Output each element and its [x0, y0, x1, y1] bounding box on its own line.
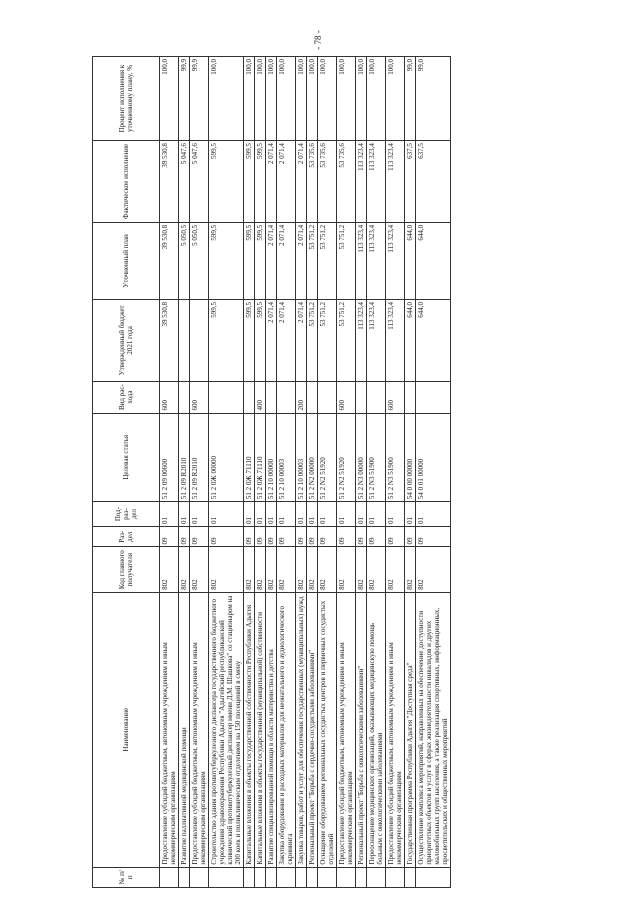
cell-section: 09 [277, 527, 296, 547]
cell-subsection: 01 [296, 502, 307, 527]
cell-num [356, 867, 367, 887]
cell-name: Капитальные вложения в объекты государственной (муниципальной) собственности [255, 592, 266, 867]
header-actual: Фактическое исполнение [93, 141, 160, 223]
cell-recipient-code: 802 [367, 547, 386, 592]
cell-section: 09 [405, 527, 416, 547]
cell-num [405, 867, 416, 887]
cell-num [255, 867, 266, 887]
cell-recipient-code: 802 [337, 547, 356, 592]
cell-num [190, 867, 209, 887]
cell-recipient-code: 802 [318, 547, 337, 592]
cell-subsection: 01 [209, 502, 244, 527]
cell-percent: 100,0 [356, 57, 367, 141]
cell-subsection: 01 [405, 502, 416, 527]
cell-actual: 113 323,4 [386, 141, 405, 223]
header-num: № п/п [93, 867, 160, 887]
cell-recipient-code: 802 [160, 547, 179, 592]
cell-target-article: 51 2 0Ж 71110 [244, 413, 255, 502]
cell-percent: 100,0 [160, 57, 179, 141]
cell-target-article: 51 2 0Ж 00000 [209, 413, 244, 502]
cell-num [160, 867, 179, 887]
cell-recipient-code: 802 [266, 547, 277, 592]
cell-section: 09 [296, 527, 307, 547]
cell-percent: 100,0 [244, 57, 255, 141]
cell-target-article: 51 2 10 00003 [277, 413, 296, 502]
cell-percent: 100,0 [255, 57, 266, 141]
header-section: Раз-дел [93, 527, 160, 547]
cell-recipient-code: 802 [356, 547, 367, 592]
cell-recipient-code: 802 [307, 547, 318, 592]
table-row [307, 57, 318, 888]
cell-approved-budget [190, 300, 209, 382]
document-frame [92, 56, 614, 888]
cell-revised-plan: 53 751,2 [307, 222, 318, 299]
cell-revised-plan: 2 071,4 [277, 222, 296, 299]
cell-actual: 53 735,6 [337, 141, 356, 223]
cell-percent: 100,0 [337, 57, 356, 141]
cell-name: Закупка товаров, работ и услуг для обеспечения государственных (муниципальных) нужд [296, 592, 307, 867]
cell-recipient-code: 802 [405, 547, 416, 592]
cell-target-article: 51 2 N2 51920 [337, 413, 356, 502]
cell-approved-budget: 644,0 [405, 300, 416, 382]
cell-expense-type: 600 [337, 381, 356, 413]
cell-subsection: 01 [160, 502, 179, 527]
header-expense-type: Вид рас-хода [93, 381, 160, 413]
cell-section: 09 [386, 527, 405, 547]
cell-revised-plan: 53 751,2 [337, 222, 356, 299]
cell-section: 09 [209, 527, 244, 547]
cell-name: Развитие паллиативной медицинской помощи [179, 592, 190, 867]
cell-num [266, 867, 277, 887]
cell-percent: 99,0 [416, 57, 451, 141]
cell-percent: 100,0 [209, 57, 244, 141]
cell-target-article: 51 2 0Ж 71110 [255, 413, 266, 502]
cell-expense-type [318, 381, 337, 413]
cell-actual: 113 323,4 [356, 141, 367, 223]
cell-recipient-code: 802 [277, 547, 296, 592]
cell-recipient-code: 802 [296, 547, 307, 592]
cell-num [416, 867, 451, 887]
cell-expense-type [277, 381, 296, 413]
cell-recipient-code: 802 [179, 547, 190, 592]
table-row [416, 57, 451, 888]
rotated-page [92, 56, 614, 888]
cell-name: Развитие специализированной помощи в области материнства и детства [266, 592, 277, 867]
cell-percent: 100,0 [386, 57, 405, 141]
cell-target-article: 54 0 01 00000 [416, 413, 451, 502]
cell-target-article: 51 2 N3 51900 [367, 413, 386, 502]
cell-expense-type: 600 [386, 381, 405, 413]
cell-recipient-code: 802 [255, 547, 266, 592]
cell-expense-type: 200 [296, 381, 307, 413]
cell-name: Капитальные вложения в объекты государственной собственности Республики Адыгея [244, 592, 255, 867]
header-recipient-code: Код главного получателя [93, 547, 160, 592]
header-subsection: Под-раз-дел [93, 502, 160, 527]
cell-revised-plan: 599,5 [244, 222, 255, 299]
cell-percent: 99,9 [190, 57, 209, 141]
cell-target-article: 51 2 09 R2010 [179, 413, 190, 502]
cell-revised-plan: 113 323,4 [386, 222, 405, 299]
cell-actual: 599,5 [244, 141, 255, 223]
cell-section: 09 [356, 527, 367, 547]
cell-expense-type [405, 381, 416, 413]
cell-expense-type [416, 381, 451, 413]
cell-section: 09 [367, 527, 386, 547]
cell-num [209, 867, 244, 887]
cell-recipient-code: 802 [190, 547, 209, 592]
cell-revised-plan: 5 050,5 [179, 222, 190, 299]
cell-revised-plan: 599,5 [255, 222, 266, 299]
table-row [405, 57, 416, 888]
cell-approved-budget: 599,5 [244, 300, 255, 382]
cell-actual: 39 530,8 [160, 141, 179, 223]
cell-section: 09 [255, 527, 266, 547]
cell-approved-budget: 39 530,8 [160, 300, 179, 382]
cell-subsection: 01 [416, 502, 451, 527]
cell-recipient-code: 802 [244, 547, 255, 592]
cell-num [307, 867, 318, 887]
cell-expense-type [209, 381, 244, 413]
table-body [160, 57, 451, 888]
cell-section: 09 [307, 527, 318, 547]
cell-section: 09 [179, 527, 190, 547]
table-row [337, 57, 356, 888]
cell-subsection: 01 [277, 502, 296, 527]
cell-target-article: 54 0 00 00000 [405, 413, 416, 502]
cell-name: Переоснащение медицинских организаций, оказывающих медицинскую помощь больным с онкологическими заболеваниями [367, 592, 386, 867]
cell-percent: 100,0 [266, 57, 277, 141]
cell-section: 09 [190, 527, 209, 547]
cell-percent: 100,0 [296, 57, 307, 141]
page-number: - 78 - [313, 30, 323, 50]
cell-revised-plan: 2 071,4 [266, 222, 277, 299]
table-row [277, 57, 296, 888]
cell-target-article: 51 2 09 R2010 [190, 413, 209, 502]
cell-approved-budget [179, 300, 190, 382]
header-target-article: Целевая статья [93, 413, 160, 502]
cell-expense-type: 600 [160, 381, 179, 413]
cell-actual: 599,5 [255, 141, 266, 223]
header-name: Наименование [93, 592, 160, 867]
cell-revised-plan: 5 050,5 [190, 222, 209, 299]
cell-revised-plan: 644,0 [416, 222, 451, 299]
cell-recipient-code: 802 [416, 547, 451, 592]
cell-subsection: 01 [337, 502, 356, 527]
cell-name: Осуществление комплекса мероприятий, направленных на обеспечение доступности приоритетных объектов и услуг в сферах жизнедеятельности инвалидов и других маломобильных групп населения, а также реализация спортивных, информационных, просветительских и общественных мероприятий [416, 592, 451, 867]
cell-approved-budget: 53 751,2 [337, 300, 356, 382]
cell-actual: 5 047,6 [190, 141, 209, 223]
budget-table [92, 56, 451, 888]
cell-actual: 599,5 [209, 141, 244, 223]
table-row [244, 57, 255, 888]
cell-num [244, 867, 255, 887]
cell-expense-type [179, 381, 190, 413]
cell-subsection: 01 [255, 502, 266, 527]
cell-name: Государственная программа Республики Адыгея "Доступная среда" [405, 592, 416, 867]
cell-expense-type [266, 381, 277, 413]
cell-percent: 99,9 [179, 57, 190, 141]
cell-approved-budget: 53 751,2 [307, 300, 318, 382]
header-approved-budget: Утвержденный бюджет 2021 года [93, 300, 160, 382]
cell-name: Региональный проект "Борьба с онкологическими заболеваниями" [356, 592, 367, 867]
cell-recipient-code: 802 [209, 547, 244, 592]
cell-num [367, 867, 386, 887]
cell-name: Предоставление субсидий бюджетным, автономным учреждениям и иным некоммерческим организациям [337, 592, 356, 867]
table-row [209, 57, 244, 888]
cell-name: Предоставление субсидий бюджетным, автономным учреждениям и иным некоммерческим организациям [190, 592, 209, 867]
cell-subsection: 01 [266, 502, 277, 527]
cell-subsection: 01 [367, 502, 386, 527]
table-row [296, 57, 307, 888]
cell-name: Предоставление субсидий бюджетным, автономным учреждениям и иным некоммерческим организациям [160, 592, 179, 867]
cell-num [179, 867, 190, 887]
cell-num [296, 867, 307, 887]
cell-approved-budget: 113 323,4 [367, 300, 386, 382]
cell-revised-plan: 599,5 [209, 222, 244, 299]
cell-num [277, 867, 296, 887]
cell-approved-budget: 113 323,4 [356, 300, 367, 382]
cell-subsection: 01 [318, 502, 337, 527]
cell-percent: 100,0 [318, 57, 337, 141]
table-row [356, 57, 367, 888]
cell-expense-type: 600 [190, 381, 209, 413]
cell-name: Закупка оборудования и расходных материалов для неонатального и аудиологического скрининга [277, 592, 296, 867]
header-percent: Процент исполнения к уточненному плану, % [93, 57, 160, 141]
cell-num [386, 867, 405, 887]
cell-actual: 53 735,6 [307, 141, 318, 223]
cell-revised-plan: 2 071,4 [296, 222, 307, 299]
cell-actual: 2 071,4 [296, 141, 307, 223]
cell-subsection: 01 [190, 502, 209, 527]
cell-actual: 637,5 [416, 141, 451, 223]
cell-subsection: 01 [356, 502, 367, 527]
cell-target-article: 51 2 09 00600 [160, 413, 179, 502]
cell-num [318, 867, 337, 887]
cell-name: Региональный проект "Борьба с сердечно-сосудистыми заболеваниями" [307, 592, 318, 867]
cell-expense-type: 400 [255, 381, 266, 413]
cell-approved-budget: 599,5 [209, 300, 244, 382]
cell-section: 09 [266, 527, 277, 547]
cell-target-article: 51 2 10 00000 [266, 413, 277, 502]
cell-actual: 53 735,6 [318, 141, 337, 223]
cell-approved-budget: 2 071,4 [266, 300, 277, 382]
cell-percent: 99,0 [405, 57, 416, 141]
table-row [190, 57, 209, 888]
table-row [179, 57, 190, 888]
cell-percent: 100,0 [307, 57, 318, 141]
cell-approved-budget: 53 751,2 [318, 300, 337, 382]
cell-name: Предоставление субсидий бюджетным, автономным учреждениям и иным некоммерческим организациям [386, 592, 405, 867]
cell-percent: 100,0 [277, 57, 296, 141]
cell-subsection: 01 [307, 502, 318, 527]
cell-target-article: 51 2 N3 51900 [386, 413, 405, 502]
table-row [160, 57, 179, 888]
cell-section: 09 [337, 527, 356, 547]
cell-target-article: 51 2 10 00003 [296, 413, 307, 502]
cell-revised-plan: 39 530,8 [160, 222, 179, 299]
table-row [367, 57, 386, 888]
cell-approved-budget: 2 071,4 [296, 300, 307, 382]
cell-recipient-code: 802 [386, 547, 405, 592]
table-row [266, 57, 277, 888]
cell-target-article: 51 2 N2 00000 [307, 413, 318, 502]
cell-actual: 113 323,4 [367, 141, 386, 223]
cell-approved-budget: 2 071,4 [277, 300, 296, 382]
cell-revised-plan: 113 323,4 [356, 222, 367, 299]
cell-name: Строительство здания противотуберкулезного диспансера государственного бюджетного учреждения здравоохранения Республики Адыгея "Адыгейский республиканский клинический противотуберкулезный диспансер имени Д.М. Шашкова" со стационаром на 200 коек и поликлиническим отделением на 150 посещений в смену [209, 592, 244, 867]
cell-actual: 2 071,4 [266, 141, 277, 223]
cell-section: 09 [160, 527, 179, 547]
cell-target-article: 51 2 N3 00000 [356, 413, 367, 502]
cell-actual: 637,5 [405, 141, 416, 223]
cell-actual: 2 071,4 [277, 141, 296, 223]
table-header [93, 57, 160, 888]
cell-expense-type [356, 381, 367, 413]
cell-name: Оснащение оборудованием региональных сосудистых центров и первичных сосудистых отделений [318, 592, 337, 867]
cell-approved-budget: 113 323,4 [386, 300, 405, 382]
table-row [255, 57, 266, 888]
cell-section: 09 [416, 527, 451, 547]
cell-revised-plan: 644,0 [405, 222, 416, 299]
cell-approved-budget: 644,0 [416, 300, 451, 382]
cell-section: 09 [318, 527, 337, 547]
table-row [386, 57, 405, 888]
cell-expense-type [244, 381, 255, 413]
cell-revised-plan: 53 751,2 [318, 222, 337, 299]
header-revised-plan: Уточненный план [93, 222, 160, 299]
cell-actual: 5 047,6 [179, 141, 190, 223]
cell-approved-budget: 599,5 [255, 300, 266, 382]
cell-expense-type [367, 381, 386, 413]
cell-subsection: 01 [179, 502, 190, 527]
cell-num [337, 867, 356, 887]
cell-percent: 100,0 [367, 57, 386, 141]
cell-expense-type [307, 381, 318, 413]
cell-section: 09 [244, 527, 255, 547]
cell-target-article: 51 2 N2 51920 [318, 413, 337, 502]
cell-subsection: 01 [244, 502, 255, 527]
table-row [318, 57, 337, 888]
cell-revised-plan: 113 323,4 [367, 222, 386, 299]
cell-subsection: 01 [386, 502, 405, 527]
